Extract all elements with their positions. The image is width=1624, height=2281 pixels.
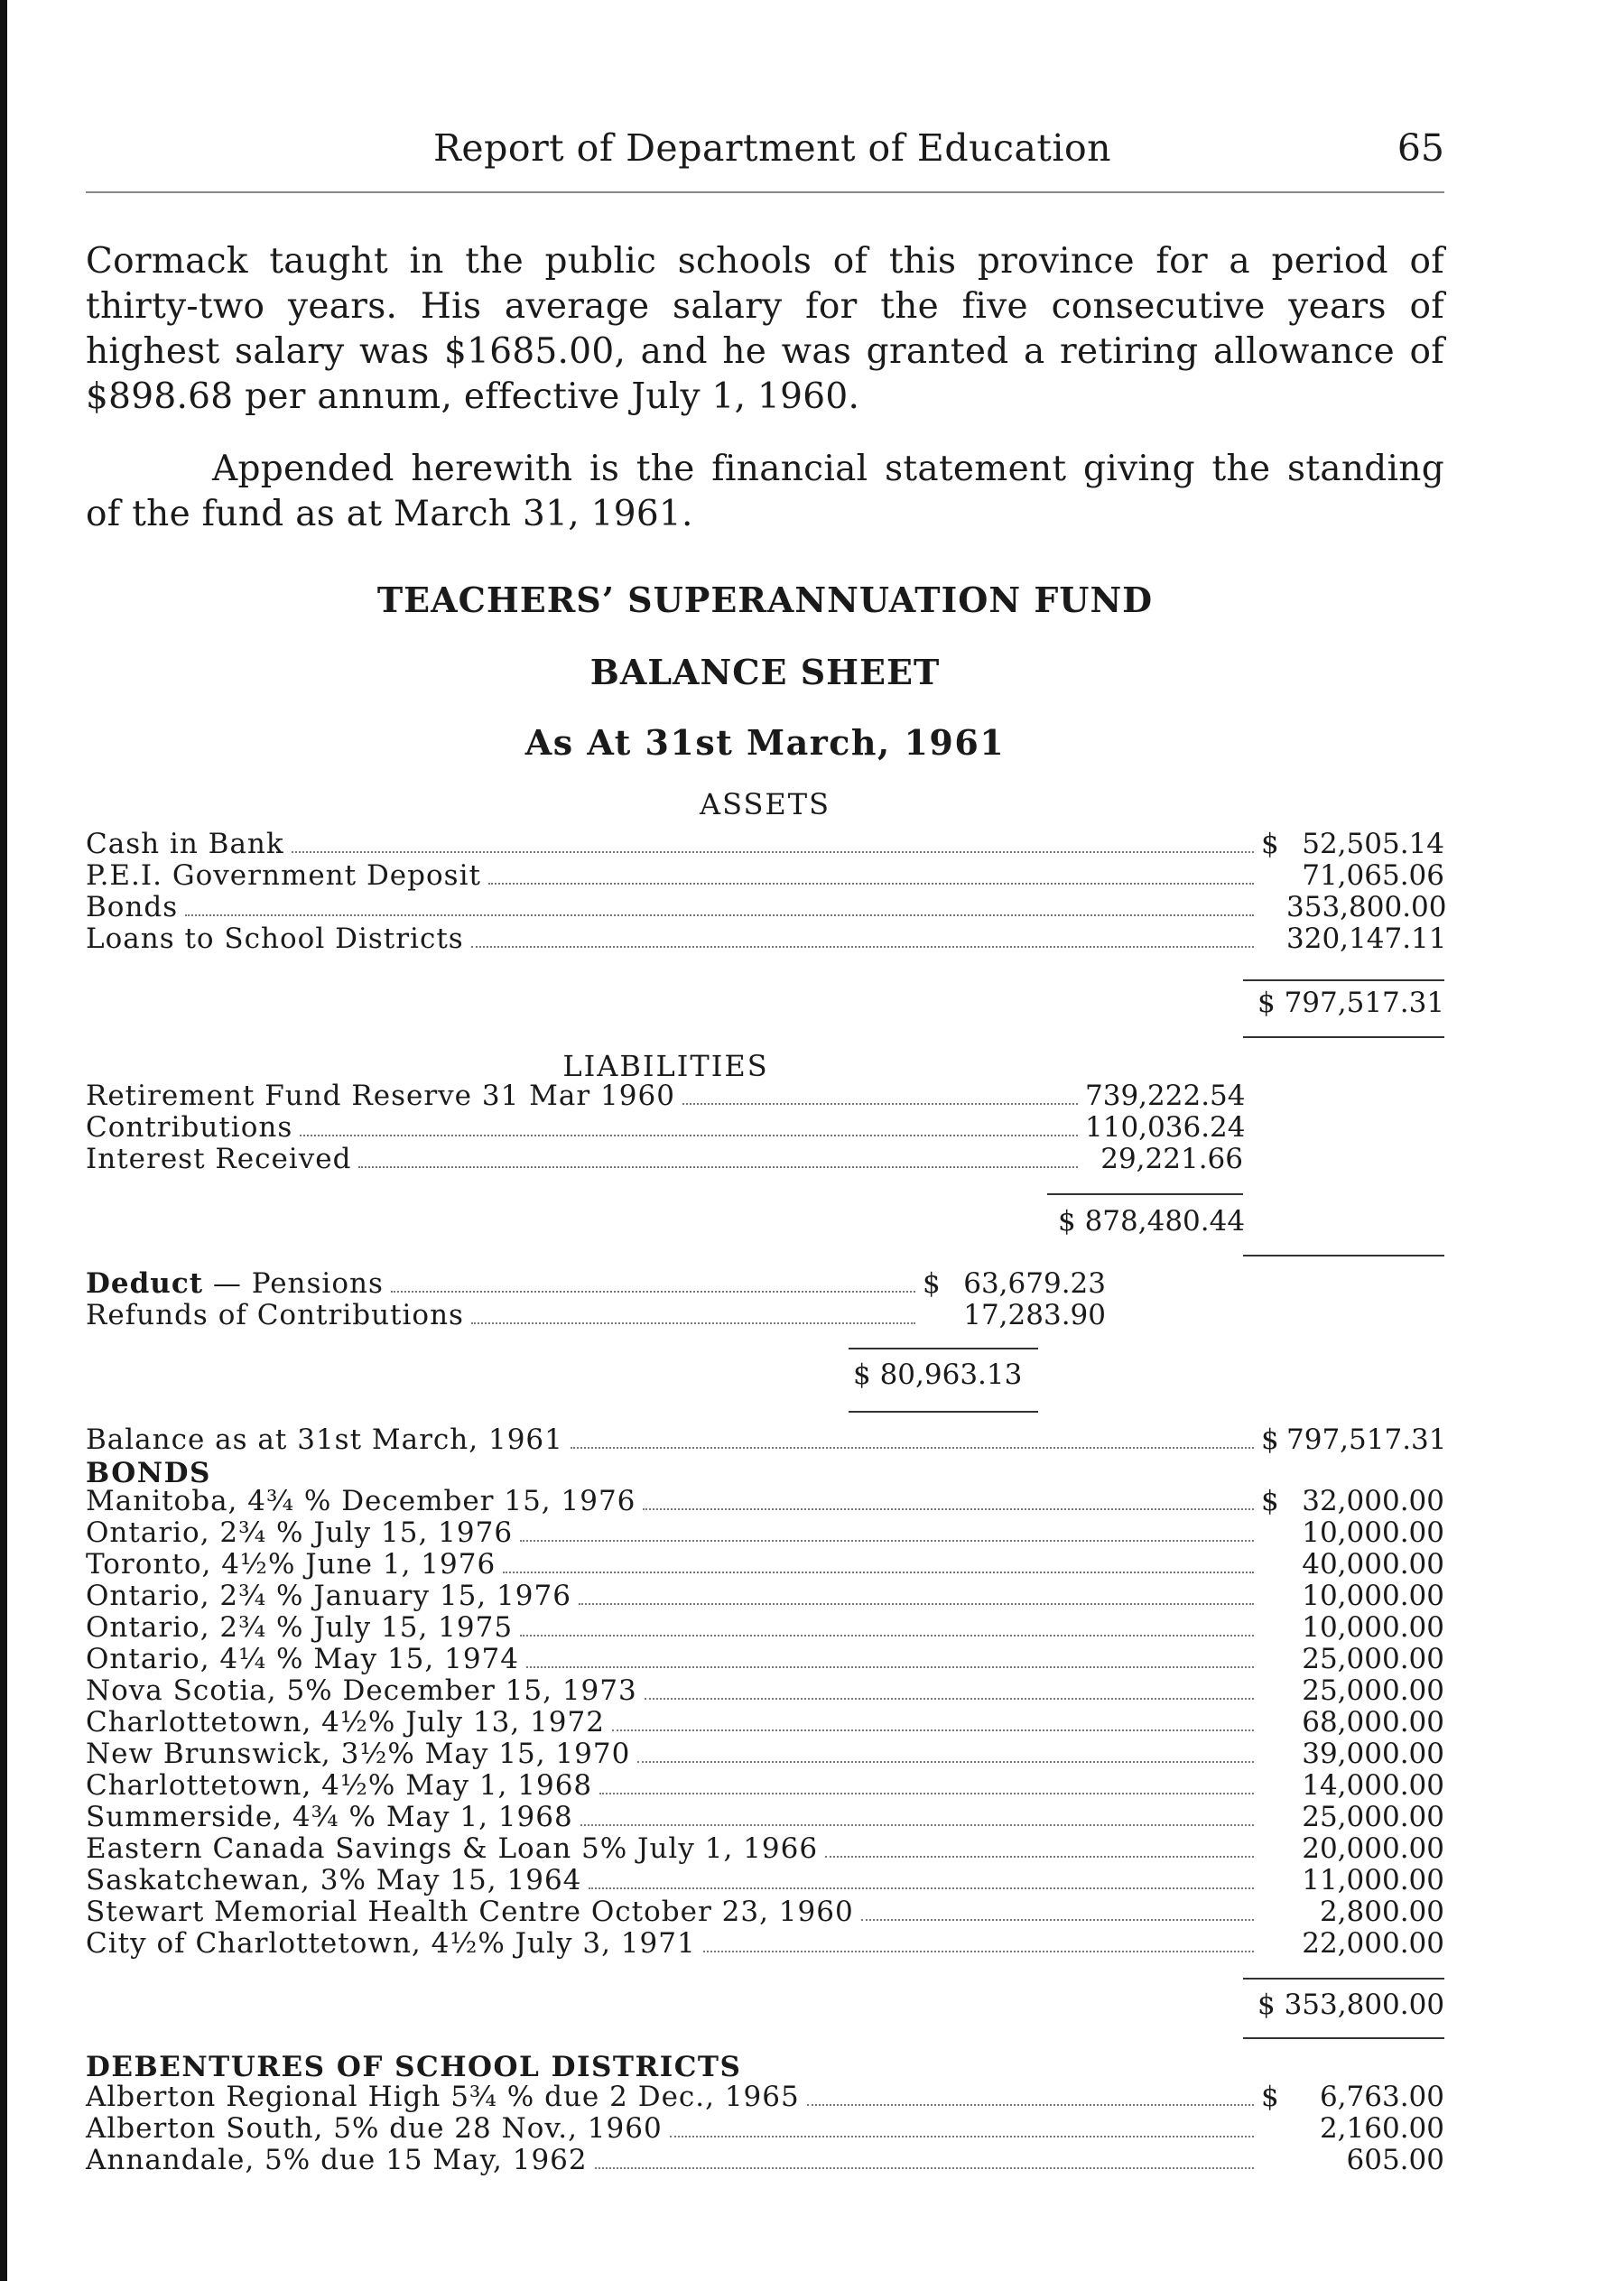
- deduct-item-label: — Pensions: [212, 1267, 384, 1300]
- liability-label: Retirement Fund Reserve 31 Mar 1960: [86, 1080, 675, 1112]
- asset-row: [86, 829, 1444, 860]
- asset-amount: 52,505.14: [1302, 828, 1444, 860]
- liability-row: [86, 1144, 1243, 1175]
- leader-dots: [825, 1836, 1254, 1858]
- asset-amount: 71,065.06: [1302, 859, 1444, 892]
- running-header: [86, 126, 1444, 181]
- bond-label: Charlottetown, 4½% May 1, 1968: [86, 1769, 593, 1802]
- debenture-amount: 605.00: [1346, 2144, 1444, 2176]
- leader-dots: [643, 1488, 1254, 1510]
- bond-label: Ontario, 2¾ % July 15, 1976: [86, 1516, 514, 1549]
- assets-heading: ASSETS: [699, 787, 831, 821]
- leader-dots: [503, 1552, 1254, 1573]
- leader-dots: [471, 926, 1254, 948]
- deduct-word: Deduct: [86, 1267, 204, 1300]
- fund-heading: TEACHERS’ SUPERANNUATION FUND: [376, 580, 1154, 620]
- asset-label: Cash in Bank: [86, 828, 284, 860]
- scan-edge: [0, 0, 7, 2281]
- deduct-label: Refunds of Contributions: [86, 1299, 464, 1331]
- liability-amount: 110,036.24: [1085, 1111, 1246, 1144]
- bond-amount: 25,000.00: [1302, 1674, 1444, 1707]
- subtotal-rule: [1047, 1193, 1243, 1195]
- total-rule: [1243, 2037, 1444, 2039]
- bonds-total: $ 353,800.00: [1257, 1989, 1445, 2021]
- leader-dots: [670, 2116, 1254, 2137]
- currency-sign: $: [1261, 2081, 1279, 2113]
- leader-dots: [637, 1741, 1254, 1763]
- bond-label: Nova Scotia, 5% December 15, 1973: [86, 1674, 637, 1707]
- bond-label: Manitoba, 4¾ % December 15, 1976: [86, 1485, 636, 1517]
- liability-row: [86, 1111, 1246, 1144]
- leader-dots: [520, 1520, 1254, 1542]
- bond-amount: 25,000.00: [1302, 1801, 1444, 1833]
- balance-amount: 797,517.31: [1286, 1423, 1447, 1456]
- bond-amount: 10,000.00: [1302, 1580, 1444, 1612]
- total-rule: [1243, 1036, 1444, 1038]
- deduct-amount: 63,679.23: [963, 1267, 1106, 1300]
- leader-dots: [595, 2147, 1254, 2169]
- bond-label: New Brunswick, 3½% May 15, 1970: [86, 1738, 631, 1770]
- debenture-label: Alberton South, 5% due 28 Nov., 1960: [86, 2112, 663, 2145]
- liabilities-total: $ 878,480.44: [1058, 1205, 1246, 1238]
- leader-dots: [682, 1083, 1078, 1105]
- header-title: Report of Department of Education: [433, 126, 1112, 170]
- bond-row: [86, 1581, 1444, 1612]
- currency-sign: $: [1261, 1423, 1279, 1456]
- leader-dots: [599, 1773, 1254, 1794]
- asset-amount: 320,147.11: [1286, 923, 1447, 955]
- assets-total: $ 797,517.31: [1257, 987, 1445, 1019]
- deduct-row: [86, 1268, 1106, 1300]
- bond-label: Charlottetown, 4½% July 13, 1972: [86, 1706, 605, 1739]
- bond-amount: 20,000.00: [1302, 1832, 1444, 1865]
- bond-row: [86, 1517, 1444, 1549]
- currency-sign: $: [1261, 828, 1279, 860]
- bond-amount: 39,000.00: [1302, 1738, 1444, 1770]
- deduct-amount: 17,283.90: [963, 1299, 1106, 1331]
- bond-amount: 14,000.00: [1302, 1769, 1444, 1802]
- debentures-heading: DEBENTURES OF SCHOOL DISTRICTS: [86, 2051, 742, 2083]
- bond-label: Ontario, 2¾ % July 15, 1975: [86, 1611, 514, 1644]
- balance-sheet-heading: BALANCE SHEET: [589, 652, 941, 692]
- asset-row: [86, 923, 1447, 955]
- liability-row: [86, 1080, 1246, 1112]
- leader-dots: [645, 1678, 1254, 1700]
- leader-dots: [488, 863, 1254, 885]
- date-heading: As At 31st March, 1961: [524, 722, 1006, 763]
- bond-amount: 40,000.00: [1302, 1548, 1444, 1581]
- total-rule: [1243, 1255, 1444, 1256]
- leader-dots: [471, 1303, 915, 1324]
- leader-dots: [292, 831, 1254, 853]
- bond-row: [86, 1739, 1444, 1770]
- leader-dots: [612, 1710, 1254, 1731]
- bond-row: [86, 1865, 1444, 1896]
- leader-dots: [703, 1931, 1254, 1952]
- bond-label: Saskatchewan, 3% May 15, 1964: [86, 1864, 582, 1896]
- leader-dots: [807, 2084, 1254, 2106]
- leader-dots: [391, 1271, 915, 1293]
- debenture-label: Alberton Regional High 5¾ % due 2 Dec., 1965: [86, 2081, 800, 2113]
- balance-row: [86, 1423, 1447, 1456]
- bond-amount: 68,000.00: [1302, 1706, 1444, 1739]
- deduct-list: [86, 1268, 1444, 1331]
- subtotal-rule: [1243, 979, 1444, 981]
- debenture-amount: 2,160.00: [1319, 2112, 1444, 2145]
- bond-label: Eastern Canada Savings & Loan 5% July 1, 1966: [86, 1832, 819, 1865]
- bond-amount: 11,000.00: [1302, 1864, 1444, 1896]
- leader-dots: [300, 1115, 1078, 1136]
- bond-row: [86, 1928, 1444, 1960]
- bond-label: Toronto, 4½% June 1, 1976: [86, 1548, 496, 1581]
- bonds-heading: BONDS: [86, 1457, 211, 1489]
- bond-amount: 10,000.00: [1302, 1516, 1444, 1549]
- bond-row: [86, 1833, 1444, 1865]
- bond-amount: 22,000.00: [1302, 1927, 1444, 1960]
- bond-row: [86, 1896, 1444, 1928]
- total-rule: [849, 1411, 1038, 1413]
- leader-dots: [571, 1427, 1254, 1449]
- bond-amount: 10,000.00: [1302, 1611, 1444, 1644]
- asset-label: Loans to School Districts: [86, 923, 464, 955]
- assets-list: [86, 828, 1447, 955]
- debenture-row: [86, 2082, 1444, 2113]
- bond-row: [86, 1612, 1444, 1644]
- leader-dots: [589, 1868, 1254, 1889]
- bond-row: [86, 1644, 1444, 1675]
- paragraph-appended: Appended herewith is the financial statement giving the standing of the fund as at March 31, 1961.: [86, 449, 1444, 534]
- header-rule: [86, 191, 1444, 193]
- debenture-row: [86, 2113, 1444, 2145]
- asset-label: Bonds: [86, 891, 179, 923]
- debentures-list: [86, 2082, 1444, 2176]
- leader-dots: [580, 1804, 1254, 1826]
- leader-dots: [185, 895, 1254, 916]
- bond-row: [86, 1770, 1444, 1802]
- liability-label: Contributions: [86, 1111, 293, 1144]
- debenture-row: [86, 2145, 1444, 2176]
- bond-label: Summerside, 4¾ % May 1, 1968: [86, 1801, 573, 1833]
- bond-amount: 2,800.00: [1319, 1896, 1444, 1928]
- liability-label: Interest Received: [86, 1143, 352, 1175]
- bond-row: [86, 1707, 1444, 1739]
- deduct-label: [86, 1268, 384, 1300]
- liabilities-list: [86, 1080, 1444, 1175]
- debenture-label: Annandale, 5% due 15 May, 1962: [86, 2144, 588, 2176]
- balance-list: [86, 1423, 1447, 1456]
- bond-row: [86, 1486, 1444, 1517]
- leader-dots: [358, 1146, 1078, 1168]
- bond-label: Ontario, 2¾ % January 15, 1976: [86, 1580, 571, 1612]
- liability-amount: 29,221.66: [1100, 1143, 1243, 1175]
- bond-amount: 25,000.00: [1302, 1643, 1444, 1675]
- bond-row: [86, 1675, 1444, 1707]
- subtotal-rule: [1243, 1978, 1444, 1980]
- asset-row: [86, 860, 1444, 892]
- leader-dots: [861, 1899, 1254, 1921]
- deduct-total: $ 80,963.13: [853, 1358, 1023, 1391]
- balance-label: Balance as at 31st March, 1961: [86, 1423, 563, 1456]
- leader-dots: [526, 1646, 1254, 1668]
- page-number: 65: [1397, 126, 1444, 170]
- asset-row: [86, 891, 1447, 923]
- asset-amount: 353,800.00: [1286, 891, 1447, 923]
- liabilities-heading: LIABILITIES: [562, 1049, 769, 1083]
- bond-row: [86, 1802, 1444, 1833]
- paragraph-cormack: Cormack taught in the public schools of this province for a period of thirty-two years. His average salary for the five consecutive years of highest salary was $1685.00, and he was granted a retiring allowance of $898.68 per annum, effective July 1, 1960.: [86, 241, 1444, 417]
- bond-label: City of Charlottetown, 4½% July 3, 1971: [86, 1927, 696, 1960]
- bond-label: Stewart Memorial Health Centre October 23, 1960: [86, 1896, 854, 1928]
- bond-label: Ontario, 4¼ % May 15, 1974: [86, 1643, 519, 1675]
- asset-label: P.E.I. Government Deposit: [86, 859, 481, 892]
- bond-amount: 32,000.00: [1302, 1485, 1444, 1517]
- bonds-list: [86, 1486, 1444, 1960]
- subtotal-rule: [849, 1348, 1038, 1349]
- currency-sign: $: [1261, 1485, 1279, 1517]
- leader-dots: [520, 1615, 1254, 1637]
- debenture-amount: 6,763.00: [1319, 2081, 1444, 2113]
- liability-amount: 739,222.54: [1085, 1080, 1246, 1112]
- leader-dots: [579, 1583, 1254, 1605]
- bond-row: [86, 1549, 1444, 1581]
- currency-sign: $: [923, 1267, 941, 1300]
- deduct-row: [86, 1300, 1106, 1331]
